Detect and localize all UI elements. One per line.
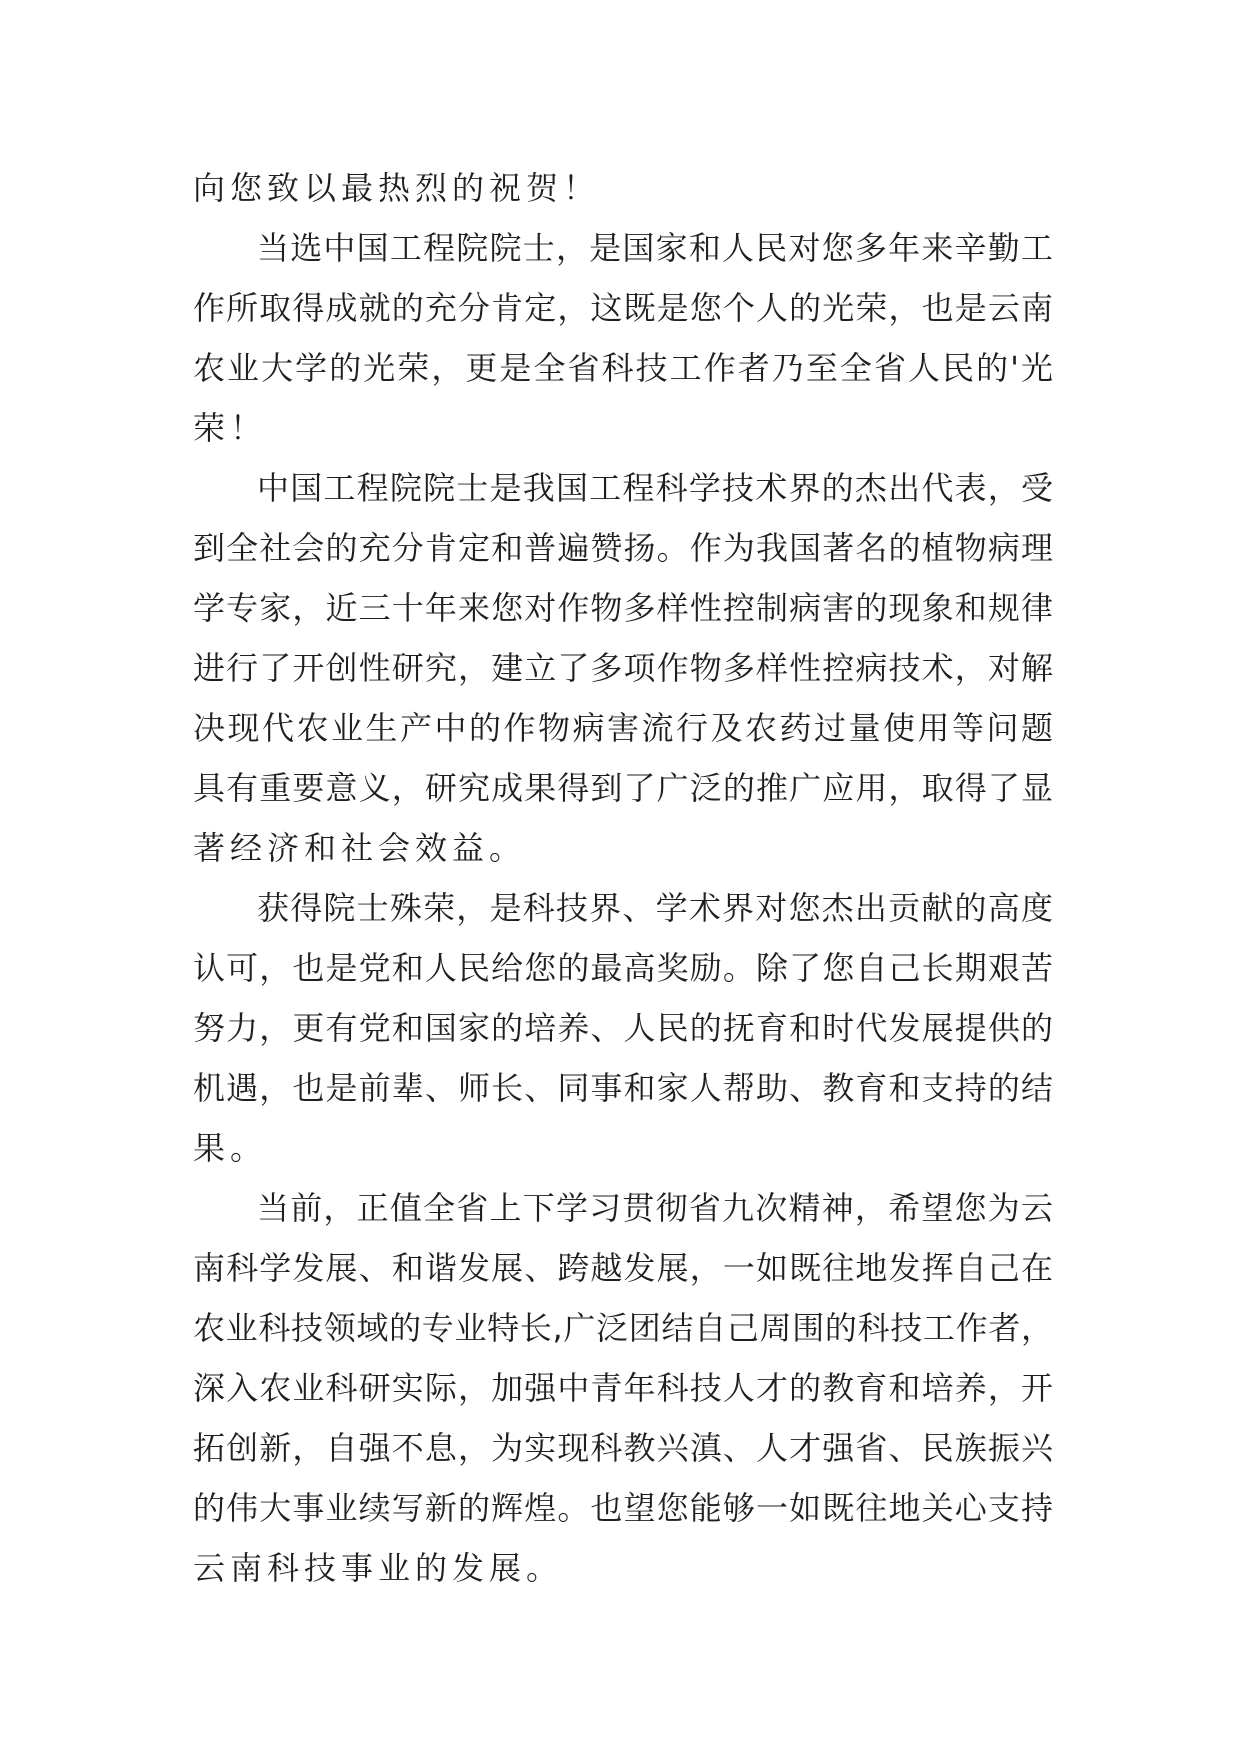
text-line: 向您致以最热烈的祝贺！ — [193, 169, 601, 207]
paragraph — [193, 1178, 1053, 1598]
text-line: 荣！ — [193, 409, 268, 447]
text-line: 进行了开创性研究，建立了多项作物多样性控病技术，对解 — [193, 649, 1053, 687]
paragraph — [193, 458, 1053, 878]
text-line: 到全社会的充分肯定和普遍赞扬。作为我国著名的植物病理 — [193, 529, 1053, 567]
paragraph — [193, 158, 1053, 218]
text-line: 拓创新，自强不息，为实现科教兴滇、人才强省、民族振兴 — [193, 1429, 1053, 1467]
text-line: 认可，也是党和人民给您的最高奖励。除了您自己长期艰苦 — [193, 949, 1053, 987]
text-line: 作所取得成就的充分肯定，这既是您个人的光荣，也是云南 — [193, 289, 1053, 327]
text-line: 当前，正值全省上下学习贯彻省九次精神，希望您为云 — [257, 1189, 1053, 1227]
text-line: 学专家，近三十年来您对作物多样性控制病害的现象和规律 — [193, 589, 1053, 627]
text-line: 努力，更有党和国家的培养、人民的抚育和时代发展提供的 — [193, 1009, 1053, 1047]
text-line: 中国工程院院士是我国工程科学技术界的杰出代表，受 — [257, 469, 1053, 507]
text-line: 深入农业科研实际，加强中青年科技人才的教育和培养，开 — [193, 1369, 1053, 1407]
text-line: 著经济和社会效益。 — [193, 829, 527, 867]
body-text — [193, 158, 1053, 1598]
text-line: 当选中国工程院院士，是国家和人民对您多年来辛勤工 — [257, 229, 1053, 267]
text-line: 具有重要意义，研究成果得到了广泛的推广应用，取得了显 — [193, 769, 1053, 807]
text-line: 决现代农业生产中的作物病害流行及农药过量使用等问题 — [193, 709, 1053, 747]
paragraph — [193, 218, 1053, 458]
text-line: 农业大学的光荣，更是全省科技工作者乃至全省人民的'光 — [193, 349, 1053, 387]
text-line: 机遇，也是前辈、师长、同事和家人帮助、教育和支持的结 — [193, 1069, 1053, 1107]
text-line: 农业科技领域的专业特长,广泛团结自己周围的科技工作者， — [193, 1309, 1053, 1347]
paragraph — [193, 878, 1053, 1178]
text-line: 南科学发展、和谐发展、跨越发展，一如既往地发挥自己在 — [193, 1249, 1053, 1287]
text-line: 果。 — [193, 1129, 268, 1167]
text-line: 获得院士殊荣，是科技界、学术界对您杰出贡献的高度 — [257, 889, 1053, 927]
text-line: 的伟大事业续写新的辉煌。也望您能够一如既往地关心支持 — [193, 1489, 1053, 1527]
text-line: 云南科技事业的发展。 — [193, 1549, 564, 1587]
